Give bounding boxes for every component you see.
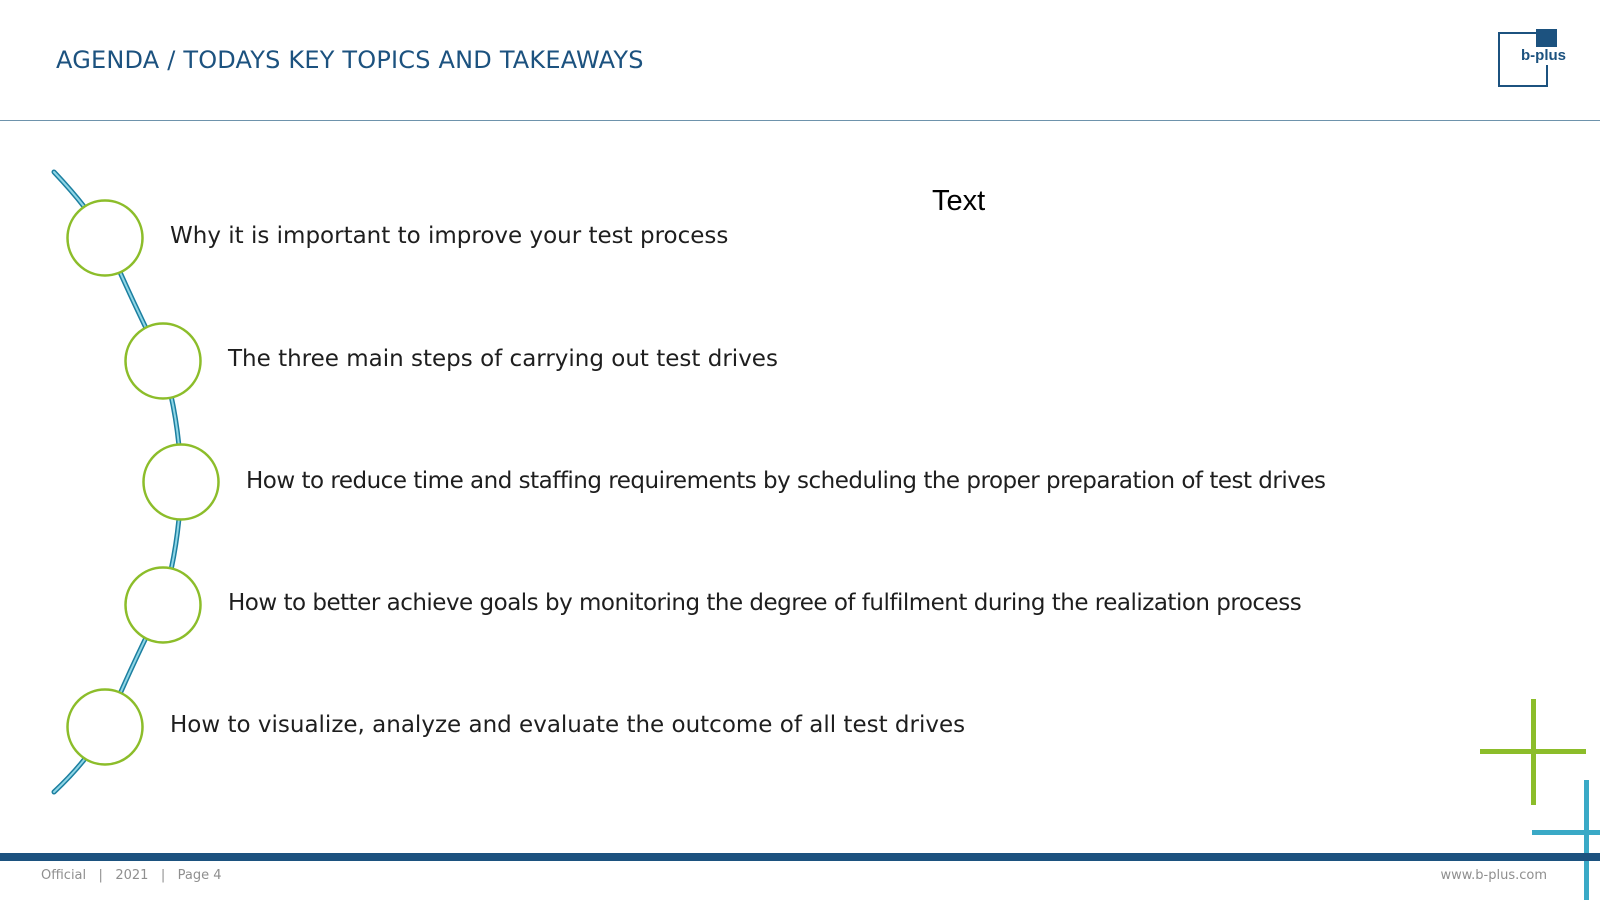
logo-wordmark: b-plus bbox=[1521, 47, 1566, 64]
timeline-circle-4 bbox=[126, 568, 201, 643]
timeline-circle-3 bbox=[144, 445, 219, 520]
timeline-circle-5 bbox=[68, 690, 143, 765]
placeholder-textbox[interactable]: Text bbox=[932, 185, 986, 217]
footer-classification: Official bbox=[41, 868, 87, 883]
agenda-item-4: How to better achieve goals by monitoring the degree of fulfilment during the realization process bbox=[228, 590, 1302, 616]
footer-website[interactable]: www.b-plus.com bbox=[1440, 868, 1547, 883]
footer-bar bbox=[0, 853, 1600, 861]
footer-separator: | bbox=[152, 868, 174, 883]
footer-year: 2021 bbox=[115, 868, 149, 883]
footer-page-number: Page 4 bbox=[177, 868, 222, 883]
agenda-item-3: How to reduce time and staffing requirements by scheduling the proper preparation of test drives bbox=[246, 468, 1326, 494]
timeline-circle-2 bbox=[126, 324, 201, 399]
company-logo bbox=[1498, 29, 1570, 91]
agenda-timeline bbox=[0, 0, 260, 820]
agenda-item-1: Why it is important to improve your test process bbox=[170, 223, 729, 249]
agenda-item-2: The three main steps of carrying out test drives bbox=[228, 346, 778, 372]
agenda-item-5: How to visualize, analyze and evaluate the outcome of all test drives bbox=[170, 712, 966, 738]
timeline-circle-1 bbox=[68, 201, 143, 276]
footer-info bbox=[41, 868, 222, 883]
page-title: AGENDA / TODAYS KEY TOPICS AND TAKEAWAYS bbox=[56, 46, 644, 74]
green-plus-icon bbox=[1480, 699, 1586, 805]
footer-separator: | bbox=[90, 868, 112, 883]
